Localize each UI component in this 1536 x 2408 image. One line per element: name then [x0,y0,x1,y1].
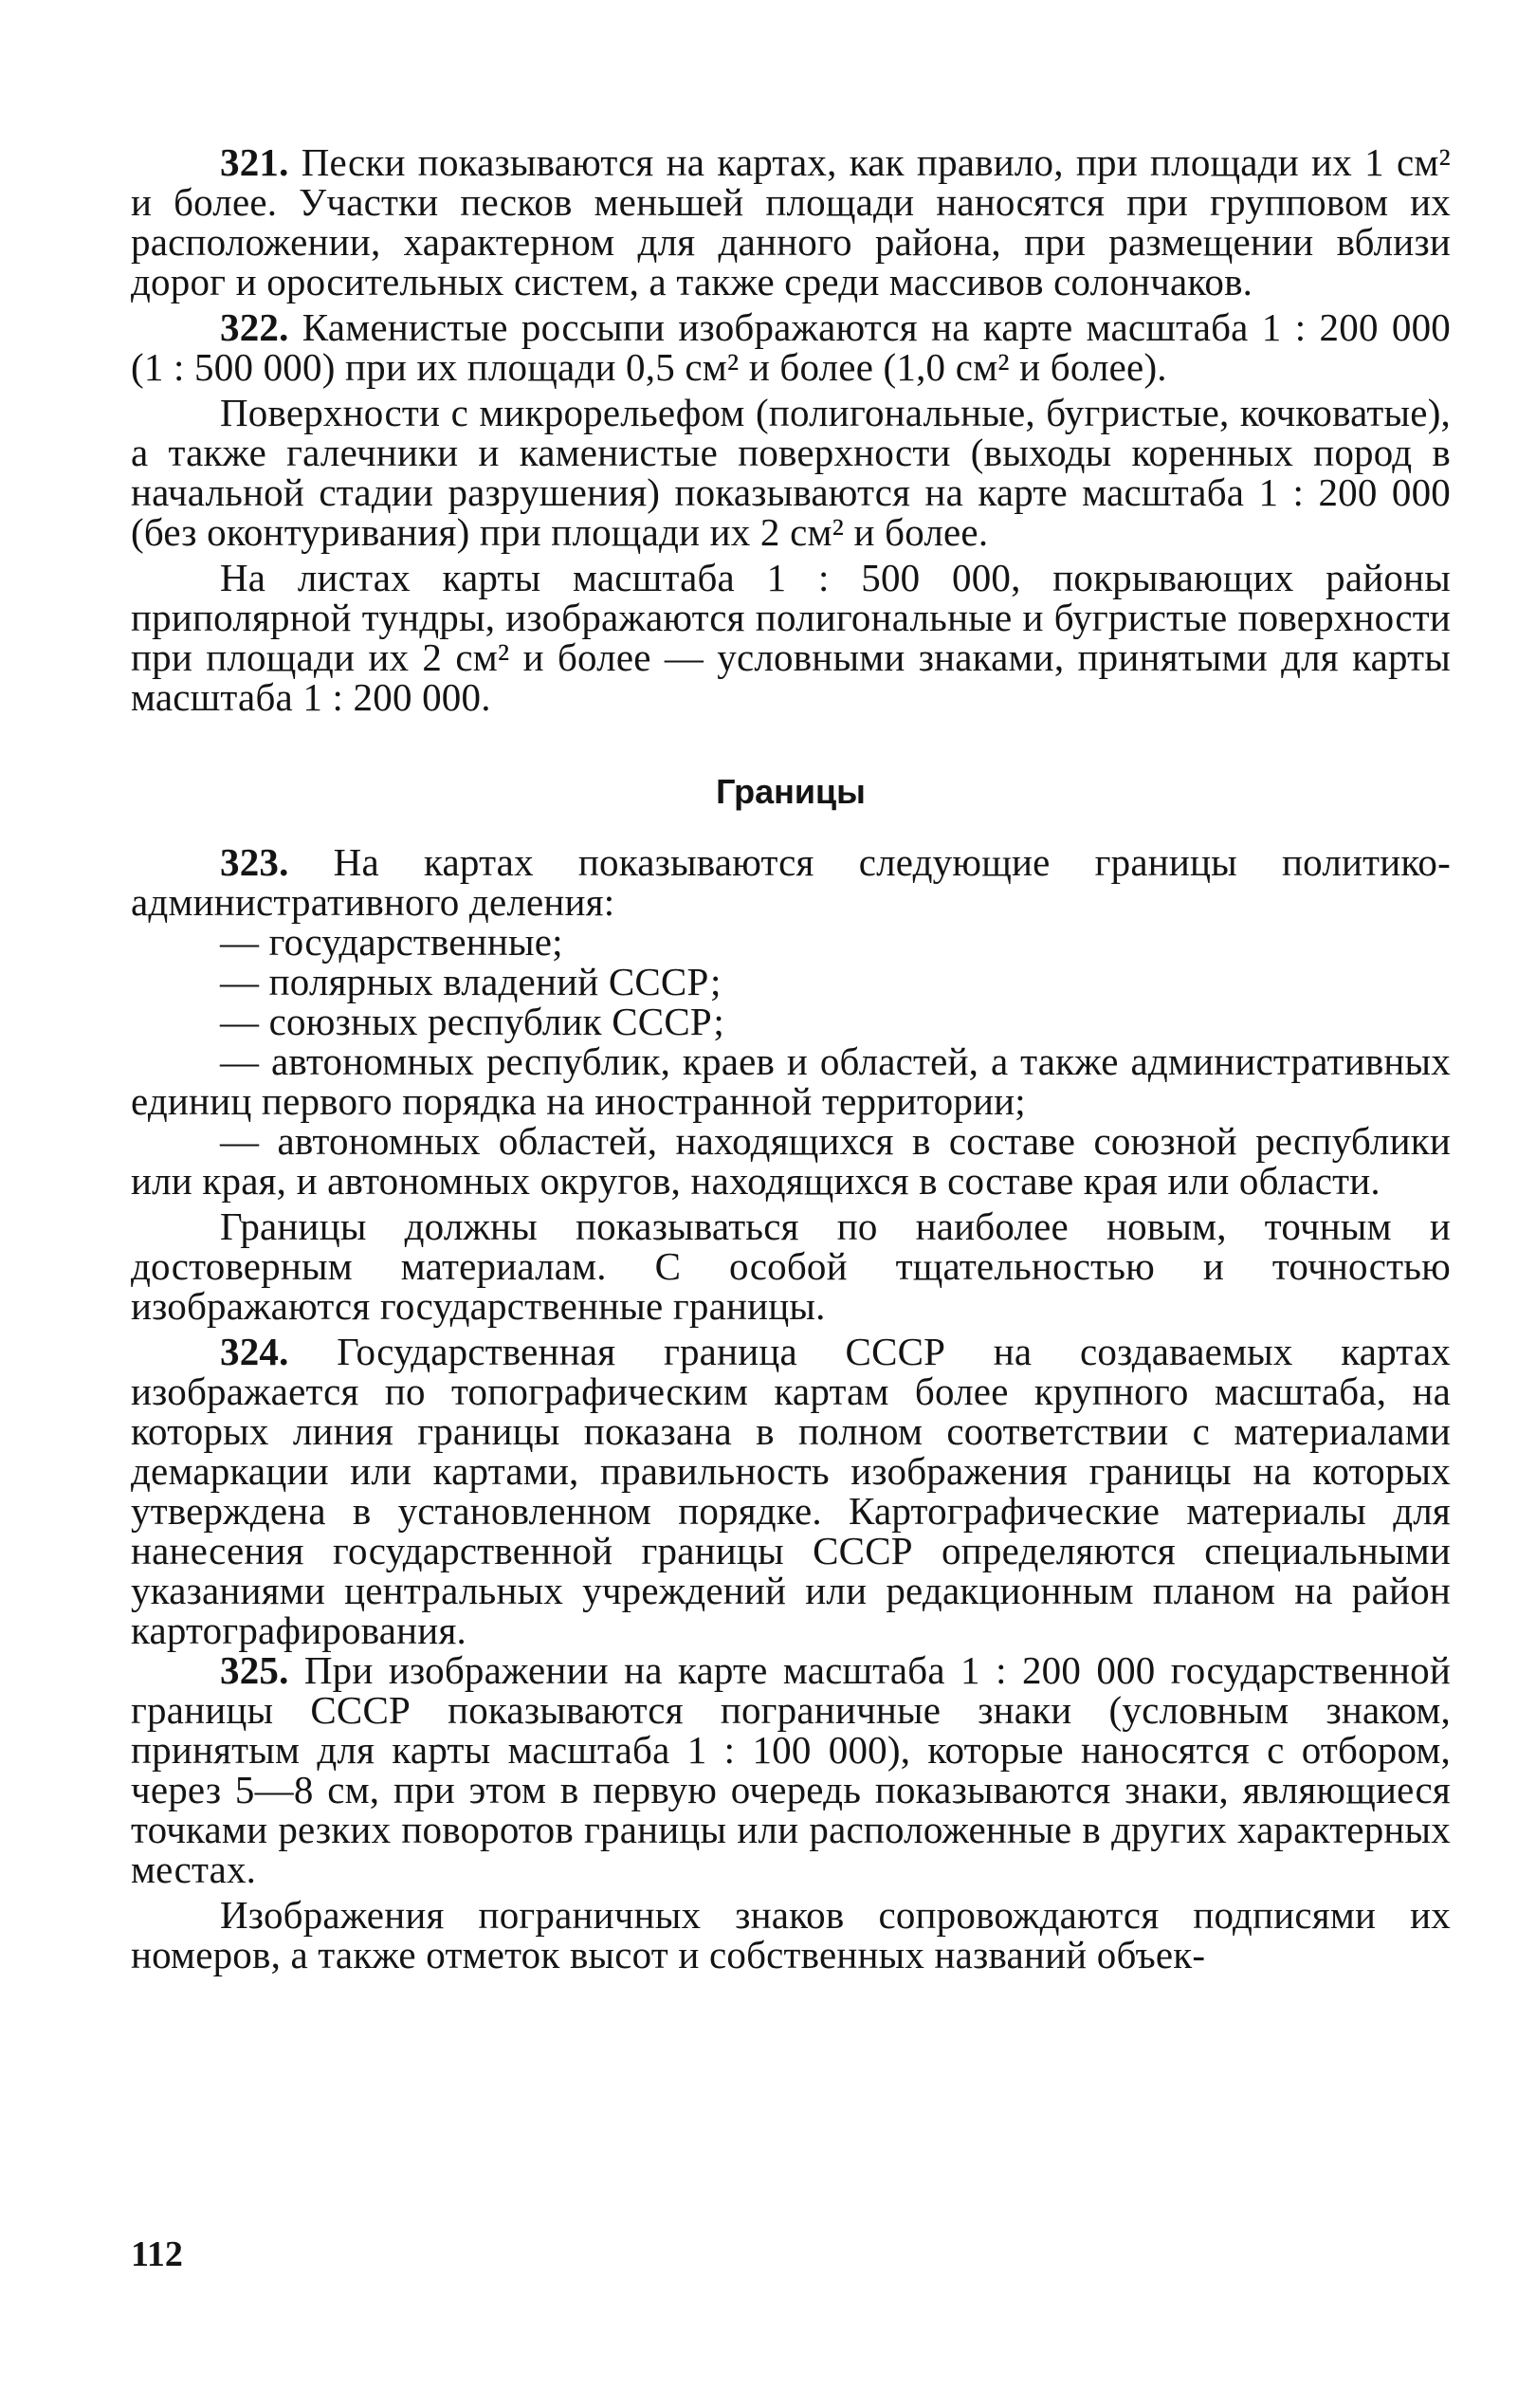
paragraph-number: 323. [220,840,289,884]
paragraph-323 [131,842,1451,922]
paragraph-boundaries-accuracy [131,1206,1451,1326]
paragraph-border-signs [131,1895,1451,1975]
paragraph-number: 325. [220,1648,289,1692]
section-heading: Границы [716,772,866,811]
paragraph-322 [131,307,1451,387]
paragraph-text: При изображении на карте масштаба 1 : 200 000 государственной границы СССР показываются пограничные знаки (условным знаком, принятым для карты масштаба 1 : 100 000), которые наносятся с отбором, через 5—8 см, при этом в первую очередь показываются знаки, являющиеся точками резких поворотов границы или расположенные в других характерных местах. [131,1648,1451,1891]
list-item-text: — автономных областей, находящихся в составе союзной республики или края, и автономных округов, находящихся в составе края или области. [131,1119,1451,1203]
page-number: 112 [131,2234,183,2274]
paragraph-number: 324. [220,1330,289,1373]
list-item-text: — автономных республик, краев и областей, а также административных единиц первого порядка на иностранной территории; [131,1039,1451,1123]
paragraph-text: Изображения пограничных знаков сопровождаются подписями их номеров, а также отметок высот и собственных названий объек- [131,1893,1451,1976]
paragraph-text: Пески показываются на картах, как правило, при площади их 1 см² и более. Участки песков меньшей площади наносятся при групповом их расположении, характерном для данного района, при размещении вблизи дорог и оросительных систем, а также среди массивов солончаков. [131,140,1451,303]
list-item-autonomous-oblasts [131,1121,1451,1201]
paragraph-number: 321. [220,140,289,184]
paragraph-324 [131,1332,1451,1650]
list-item-text: — полярных владений СССР; [220,960,722,1003]
paragraph-number: 322. [220,305,289,349]
list-item-autonomous-republics [131,1041,1451,1121]
page-body [131,142,1451,1975]
paragraph-text: Государственная граница СССР на создаваемых картах изображается по топографическим картам более крупного масштаба, на которых линия границы показана в полном соответствии с материалами демаркации или картами, правильность изображения границы на которых утверждена в установленном порядке. Картографические материалы для нанесения государственной границы СССР определяются специальными указаниями центральных учреждений или редакционным планом на район картографирования. [131,1330,1451,1652]
list-item-union [131,1002,1451,1041]
paragraph-321 [131,142,1451,302]
list-item-text: — государственные; [220,920,563,964]
list-item-polar [131,962,1451,1002]
list-item-text: — союзных республик СССР; [220,1000,724,1043]
paragraph-microrelief [131,393,1451,552]
paragraph-325 [131,1650,1451,1889]
paragraph-tundra [131,558,1451,717]
paragraph-text: На листах карты масштаба 1 : 500 000, покрывающих районы приполярной тундры, изображаются полигональные и бугристые поверхности при площади их 2 см² и более — условными знаками, принятыми для карты масштаба 1 : 200 000. [131,556,1451,719]
paragraph-text: Границы должны показываться по наиболее новым, точным и достоверным материалам. С особой тщательностью и точностью изображаются государственные границы. [131,1204,1451,1328]
paragraph-text: Каменистые россыпи изображаются на карте масштаба 1 : 200 000 (1 : 500 000) при их площади 0,5 см² и более (1,0 см² и более). [131,305,1451,389]
paragraph-text: На картах показываются следующие границы политико-административного деления: [131,840,1451,924]
list-item-state [131,922,1451,962]
paragraph-text: Поверхности с микрорельефом (полигональные, бугристые, кочковатые), а также галечники и каменистые поверхности (выходы коренных пород в начальной стадии разрушения) показываются на карте масштаба 1 : 200 000 (без оконтуривания) при площади их 2 см² и более. [131,391,1451,554]
